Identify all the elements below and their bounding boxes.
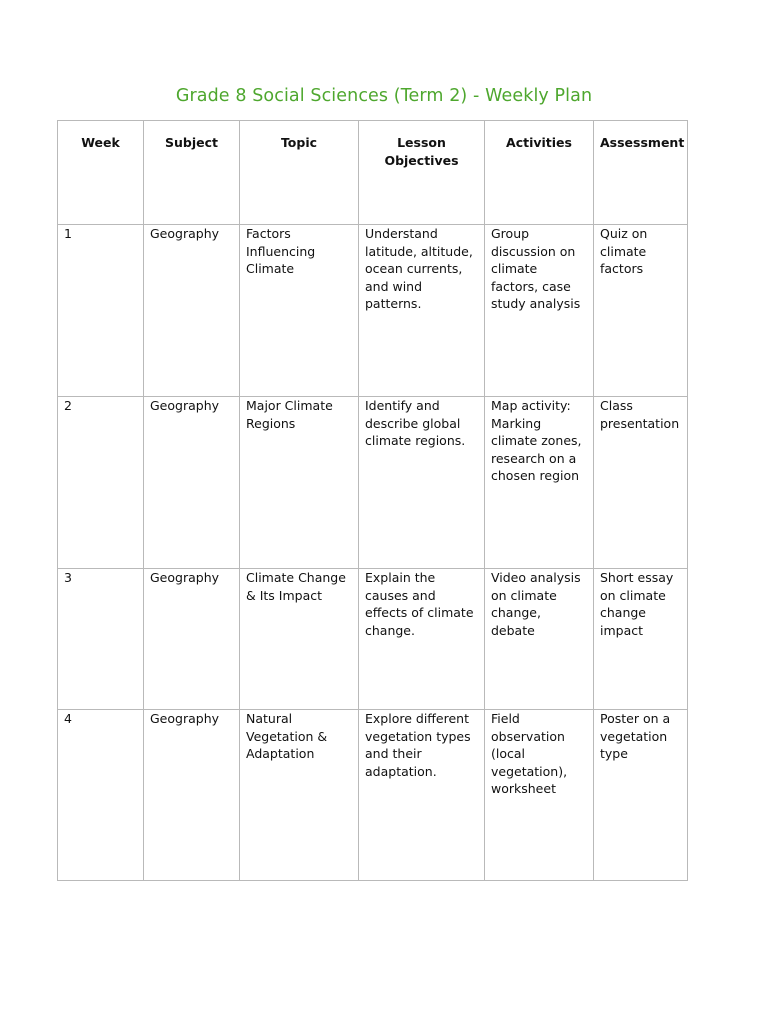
cell-text: Geography: [150, 570, 220, 585]
cell-assessment: [594, 710, 688, 881]
cell-topic: [240, 397, 359, 569]
weekly-plan-table: [57, 120, 688, 881]
cell-topic: [240, 569, 359, 710]
cell-text: Geography: [150, 398, 220, 413]
cell-text: 3: [64, 570, 72, 585]
cell-text: Quiz on climate factors: [600, 226, 648, 277]
cell-activities: [485, 397, 594, 569]
header-assessment: Assessment: [594, 121, 688, 225]
cell-activities: [485, 710, 594, 881]
cell-assessment: [594, 397, 688, 569]
cell-text: Explore different vegetation types and their adaptation.: [365, 711, 471, 779]
cell-topic: [240, 710, 359, 881]
table-row: [58, 569, 688, 710]
table-header-row: [58, 121, 688, 225]
cell-text: 4: [64, 711, 72, 726]
cell-topic: [240, 225, 359, 397]
cell-activities: [485, 569, 594, 710]
table-row: [58, 225, 688, 397]
cell-assessment: [594, 569, 688, 710]
cell-activities: [485, 225, 594, 397]
cell-week: [58, 397, 144, 569]
table-row: [58, 397, 688, 569]
cell-text: Identify and describe global climate regions.: [365, 398, 466, 449]
cell-text: Short essay on climate change impact: [600, 570, 674, 638]
cell-lesson-objectives: [359, 710, 485, 881]
page-title: Grade 8 Social Sciences (Term 2) - Weekly Plan: [175, 86, 593, 106]
cell-week: [58, 569, 144, 710]
cell-text: 1: [64, 226, 72, 241]
cell-subject: [144, 710, 240, 881]
cell-lesson-objectives: [359, 397, 485, 569]
cell-text: Explain the causes and effects of climate change.: [365, 570, 474, 638]
cell-text: Geography: [150, 711, 220, 726]
cell-assessment: [594, 225, 688, 397]
table-row: [58, 710, 688, 881]
header-activities: Activities: [485, 121, 594, 225]
cell-text: Geography: [150, 226, 220, 241]
header-topic: Topic: [240, 121, 359, 225]
cell-text: Climate Change & Its Impact: [246, 570, 346, 603]
cell-text: Factors Influencing Climate: [246, 226, 316, 277]
cell-text: Class presentation: [600, 398, 680, 431]
cell-lesson-objectives: [359, 225, 485, 397]
cell-text: Understand latitude, altitude, ocean currents, and wind patterns.: [365, 226, 473, 312]
cell-week: [58, 710, 144, 881]
cell-subject: [144, 225, 240, 397]
cell-text: Natural Vegetation & Adaptation: [246, 711, 328, 762]
cell-text: Major Climate Regions: [246, 398, 333, 431]
cell-text: Video analysis on climate change, debate: [491, 570, 581, 638]
header-subject: Subject: [144, 121, 240, 225]
cell-text: 2: [64, 398, 72, 413]
cell-week: [58, 225, 144, 397]
header-lesson-objectives: Lesson Objectives: [359, 121, 485, 225]
cell-subject: [144, 397, 240, 569]
cell-text: Map activity: Marking climate zones, research on a chosen region: [491, 398, 582, 484]
cell-text: Group discussion on climate factors, case study analysis: [491, 226, 581, 312]
cell-text: Poster on a vegetation type: [600, 711, 671, 762]
cell-lesson-objectives: [359, 569, 485, 710]
cell-text: Field observation (local vegetation), worksheet: [491, 711, 568, 797]
cell-subject: [144, 569, 240, 710]
header-week: Week: [58, 121, 144, 225]
